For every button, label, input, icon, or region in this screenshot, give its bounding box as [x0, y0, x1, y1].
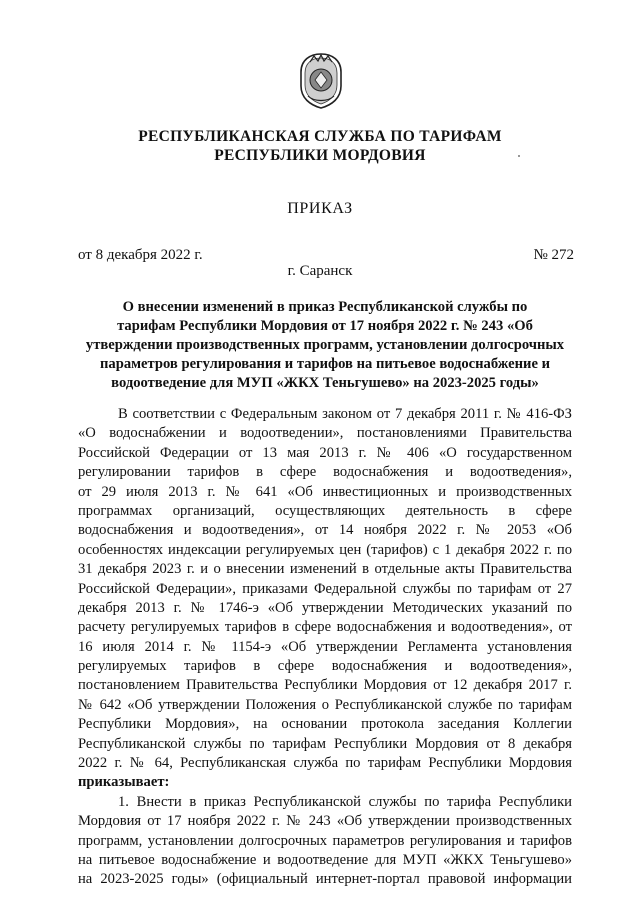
item-line: на 2023-2025 годы» (официальный интернет-портал правовой информации — [78, 871, 572, 888]
item-line: Мордовия от 17 ноября 2022 г. № 243 «Об утверждении производственных — [78, 813, 572, 830]
body-line: регулируемых тарифов в сфере водоснабжения и водоотведения», — [78, 658, 572, 675]
organization-name-line1: РЕСПУБЛИКАНСКАЯ СЛУЖБА ПО ТАРИФАМ — [138, 128, 502, 145]
orders-word: приказывает: — [78, 774, 170, 791]
document-date: от 8 декабря 2022 г. — [78, 247, 203, 263]
body-line: 16 июля 2014 г. № 1154-э «Об утверждении Регламента установления — [78, 638, 572, 655]
subject-line: водоотведение для МУП «ЖКХ Теньгушево» на 2023-2025 годы» — [111, 375, 539, 391]
body-line: 31 декабря 2023 г. и о внесении изменений в отдельные акты Правительства — [78, 561, 572, 578]
body-line: от 29 июля 2013 г. № 641 «Об инвестиционных и производственных — [78, 483, 572, 500]
item-line: 1. Внести в приказ Республиканской службы по тарифа Республики — [118, 793, 572, 810]
coat-of-arms-icon — [296, 52, 346, 110]
scan-speck — [518, 155, 520, 157]
body-line: регулировании тарифов в сфере водоснабжения и водоотведения», — [78, 464, 572, 481]
document-number: № 272 — [533, 247, 574, 263]
subject-line: параметров регулирования и тарифов на питьевое водоснабжение и — [100, 356, 550, 372]
body-line: № 642 «Об утверждении Положения о Республиканской службе по тарифам — [78, 696, 572, 713]
body-line: В соответствии с Федеральным законом от 7 декабря 2011 г. № 416-ФЗ — [118, 406, 572, 422]
subject-line: тарифам Республики Мордовия от 17 ноября 2022 г. № 243 «Об — [117, 318, 533, 334]
body-line: постановлением Правительства Республики Мордовия от 12 декабря 2017 г. — [78, 677, 572, 694]
body-line: водоснабжения и водоотведения», от 14 ноября 2022 г. № 2053 «Об — [78, 522, 572, 539]
body-line: «О водоснабжении и водоотведении», постановлениями Правительства — [78, 425, 572, 442]
body-line: Российской Федерации», приказами Федеральной службы по тарифам от 27 — [78, 580, 572, 597]
document-subject — [78, 298, 572, 393]
body-line: Российской Федерации от 13 мая 2013 г. № 406 «О государственном — [78, 444, 572, 461]
item-line: программ, установлении долгосрочных параметров регулирования и тарифов — [78, 832, 572, 849]
body-line: особенностях индексации регулируемых цен (тарифов) с 1 декабря 2022 г. по — [78, 541, 572, 558]
document-body — [78, 405, 572, 890]
body-line: 2022 г. № 64, Республиканская служба по тарифам Республики Мордовия — [78, 755, 572, 772]
body-line: Республиканской службы по тарифам Республики Мордовия от 8 декабря — [78, 735, 572, 752]
body-line — [78, 773, 572, 792]
organization-name-line2: РЕСПУБЛИКИ МОРДОВИЯ — [214, 147, 426, 164]
subject-line: утверждении производственных программ, установлении долгосрочных — [85, 337, 565, 353]
document-type: ПРИКАЗ — [287, 200, 353, 217]
subject-line: О внесении изменений в приказ Республиканской службы по — [122, 299, 528, 315]
body-line: расчету регулируемых тарифов в сфере водоснабжения и водоотведения», от — [78, 619, 572, 636]
body-line: программах организаций, осуществляющих деятельность в сфере — [78, 502, 572, 519]
body-line: Республики Мордовия», на основании протокола заседания Коллегии — [78, 716, 572, 733]
document-city: г. Саранск — [287, 263, 353, 279]
item-line: на питьевое водоснабжение и водоотведение для МУП «ЖКХ Теньгушево» — [78, 851, 572, 868]
body-line: декабря 2013 г. № 1746-э «Об утверждении Методических указаний по — [78, 599, 572, 616]
